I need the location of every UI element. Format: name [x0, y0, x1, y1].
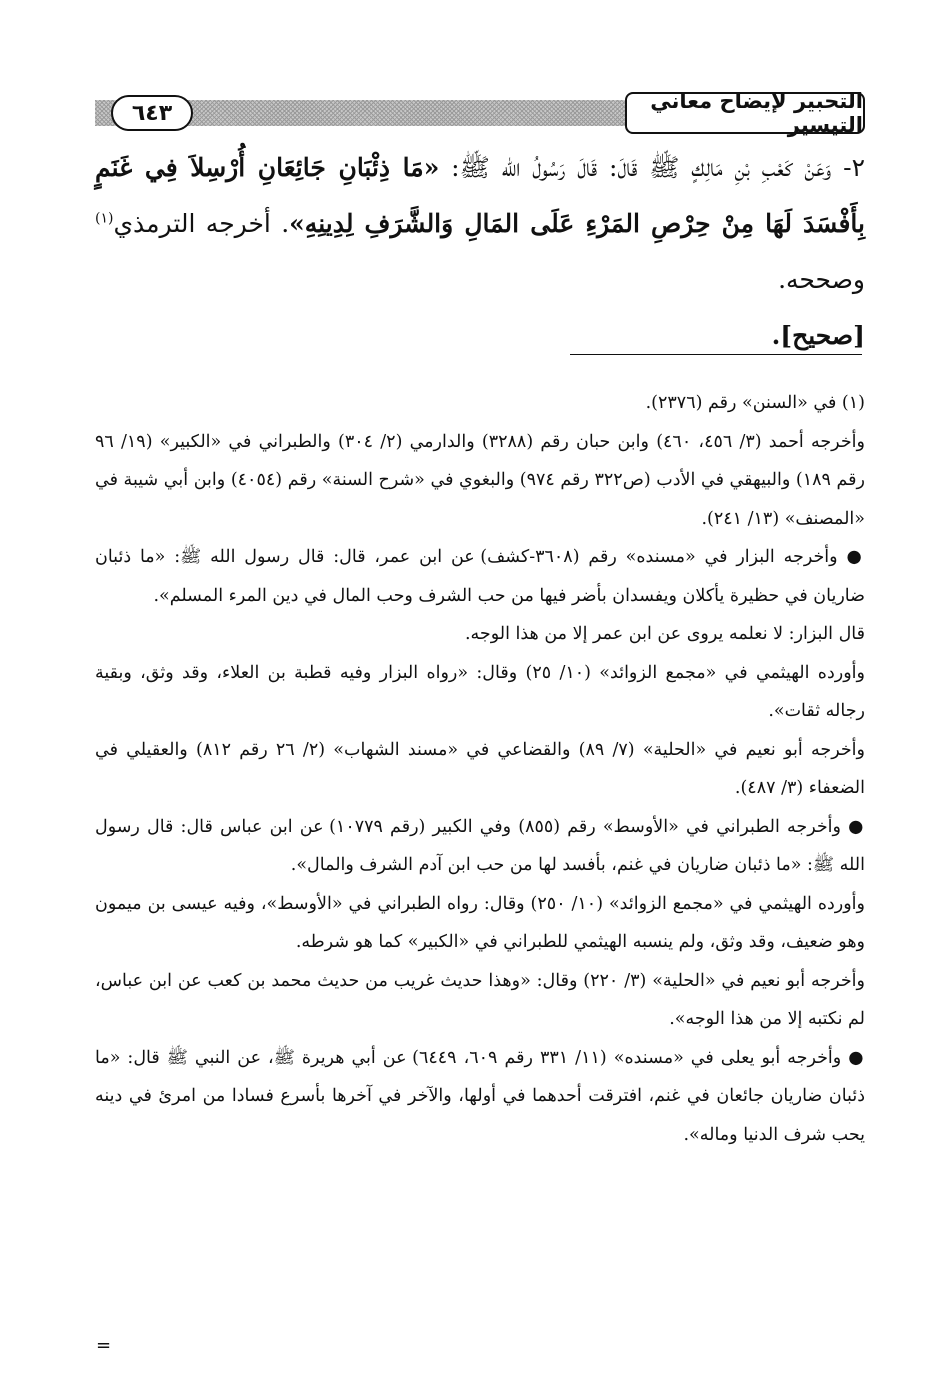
continuation-mark: =	[96, 1335, 112, 1356]
footnote-reference: (١)	[95, 210, 114, 227]
footnote-paragraph: ● وأخرجه الطبراني في «الأوسط» رقم (٨٥٥) وفي الكبير (رقم ١٠٧٧٩) عن ابن عباس قال: قال رسول الله ﷺ: «ما ذئبان ضاريان في غنم، بأفسد لها من حب ابن آدم الشرف والمال».	[95, 816, 865, 875]
footnote-paragraph: وأخرجه أحمد (٣/ ٤٥٦، ٤٦٠) وابن حبان رقم (٣٢٨٨) والدارمي (٢/ ٣٠٤) والطبراني في «الكبير» (١٩/ ٩٦ رقم ١٨٩) والبيهقي في الأدب (ص٣٢٢ رقم ٩٧٤) والبغوي في «شرح السنة» رقم (٤٠٥٤) وابن أبي شيبة في «المصنف» (١٣/ ٢٤١).	[95, 431, 865, 529]
page-number: ٦٤٣	[111, 95, 193, 131]
footnote-paragraph: (١) في «السنن» رقم (٢٣٧٦).	[645, 393, 865, 413]
footnote-separator	[570, 354, 862, 355]
running-header	[95, 89, 865, 137]
hadith-grade: [صحيح].	[771, 321, 865, 350]
footnote-paragraph: وأخرجه أبو نعيم في «الحلية» (٣/ ٢٢٠) وقال: «وهذا حديث غريب من حديث محمد بن كعب عن ابن عباس، لم نكتبه إلا من هذا الوجه».	[95, 970, 865, 1029]
footnote-paragraph: ● وأخرجه البزار في «مسنده» رقم (٣٦٠٨-كشف) عن ابن عمر، قال: قال رسول الله ﷺ: «ما ذئبان ضاريان في حظيرة يأكلان ويفسدان بأضر فيها من حب الشرف وحب المال في دين المرء المسلم».	[95, 547, 865, 606]
hadith-after: وصححه.	[778, 265, 865, 294]
hadith-quote: «مَا ذِئْبَانِ جَائِعَانِ أُرْسِلاَ فِي غَنَمٍ بِأَفْسَدَ لَهَا مِنْ حِرْصِ المَرْءِ عَلَى المَالِ وَالشَّرَفِ لِدِينِهِ»	[95, 153, 866, 238]
footnote-paragraph: ● وأخرجه أبو يعلى في «مسنده» (١١/ ٣٣١ رقم ٦٠٩، ٦٤٤٩) عن أبي هريرة ﷺ، عن النبي ﷺ قال: «ما ذئبان ضاريان جائعان في غنم، افترقت أحدهما في أولها، والآخر في آخرها بأسرع فسادا من امرئ في دينه يحب شرف الدنيا وماله».	[95, 1047, 865, 1145]
book-title: التحبير لإيضاح معاني التيسير	[625, 92, 865, 134]
hadith-text	[95, 140, 865, 364]
footnote-paragraph: قال البزار: لا نعلمه يروى عن ابن عمر إلا من هذا الوجه.	[464, 624, 865, 644]
footnote-paragraph: وأورده الهيثمي في «مجمع الزوائد» (١٠/ ٢٥٠) وقال: رواه الطبراني في «الأوسط»، وفيه عيسى بن ميمون وهو ضعيف، وقد وثق، ولم ينسبه الهيثمي للطبراني في «الكبير» كما هو شرطه.	[95, 893, 865, 952]
footnote-paragraph: وأورده الهيثمي في «مجمع الزوائد» (١٠/ ٢٥) وقال: «رواه البزار وفيه قطبة بن العلاء، وقد وثق، وبقية رجاله ثقات».	[95, 662, 865, 721]
hadith-source: . أخرجه الترمذي	[113, 209, 290, 238]
footnotes-section	[95, 384, 865, 1154]
footnote-paragraph: وأخرجه أبو نعيم في «الحلية» (٧/ ٨٩) والقضاعي في «مسند الشهاب» (٢/ ٢٦ رقم ٨١٢) والعقيلي في الضعفاء (٣/ ٤٨٧).	[95, 739, 865, 798]
hadith-intro: ٢- وَعَنْ كَعْبِ بْنِ مَالِكٍ ﷺ قَالَ: قَالَ رَسُولُ الله ﷺ:	[439, 153, 865, 182]
